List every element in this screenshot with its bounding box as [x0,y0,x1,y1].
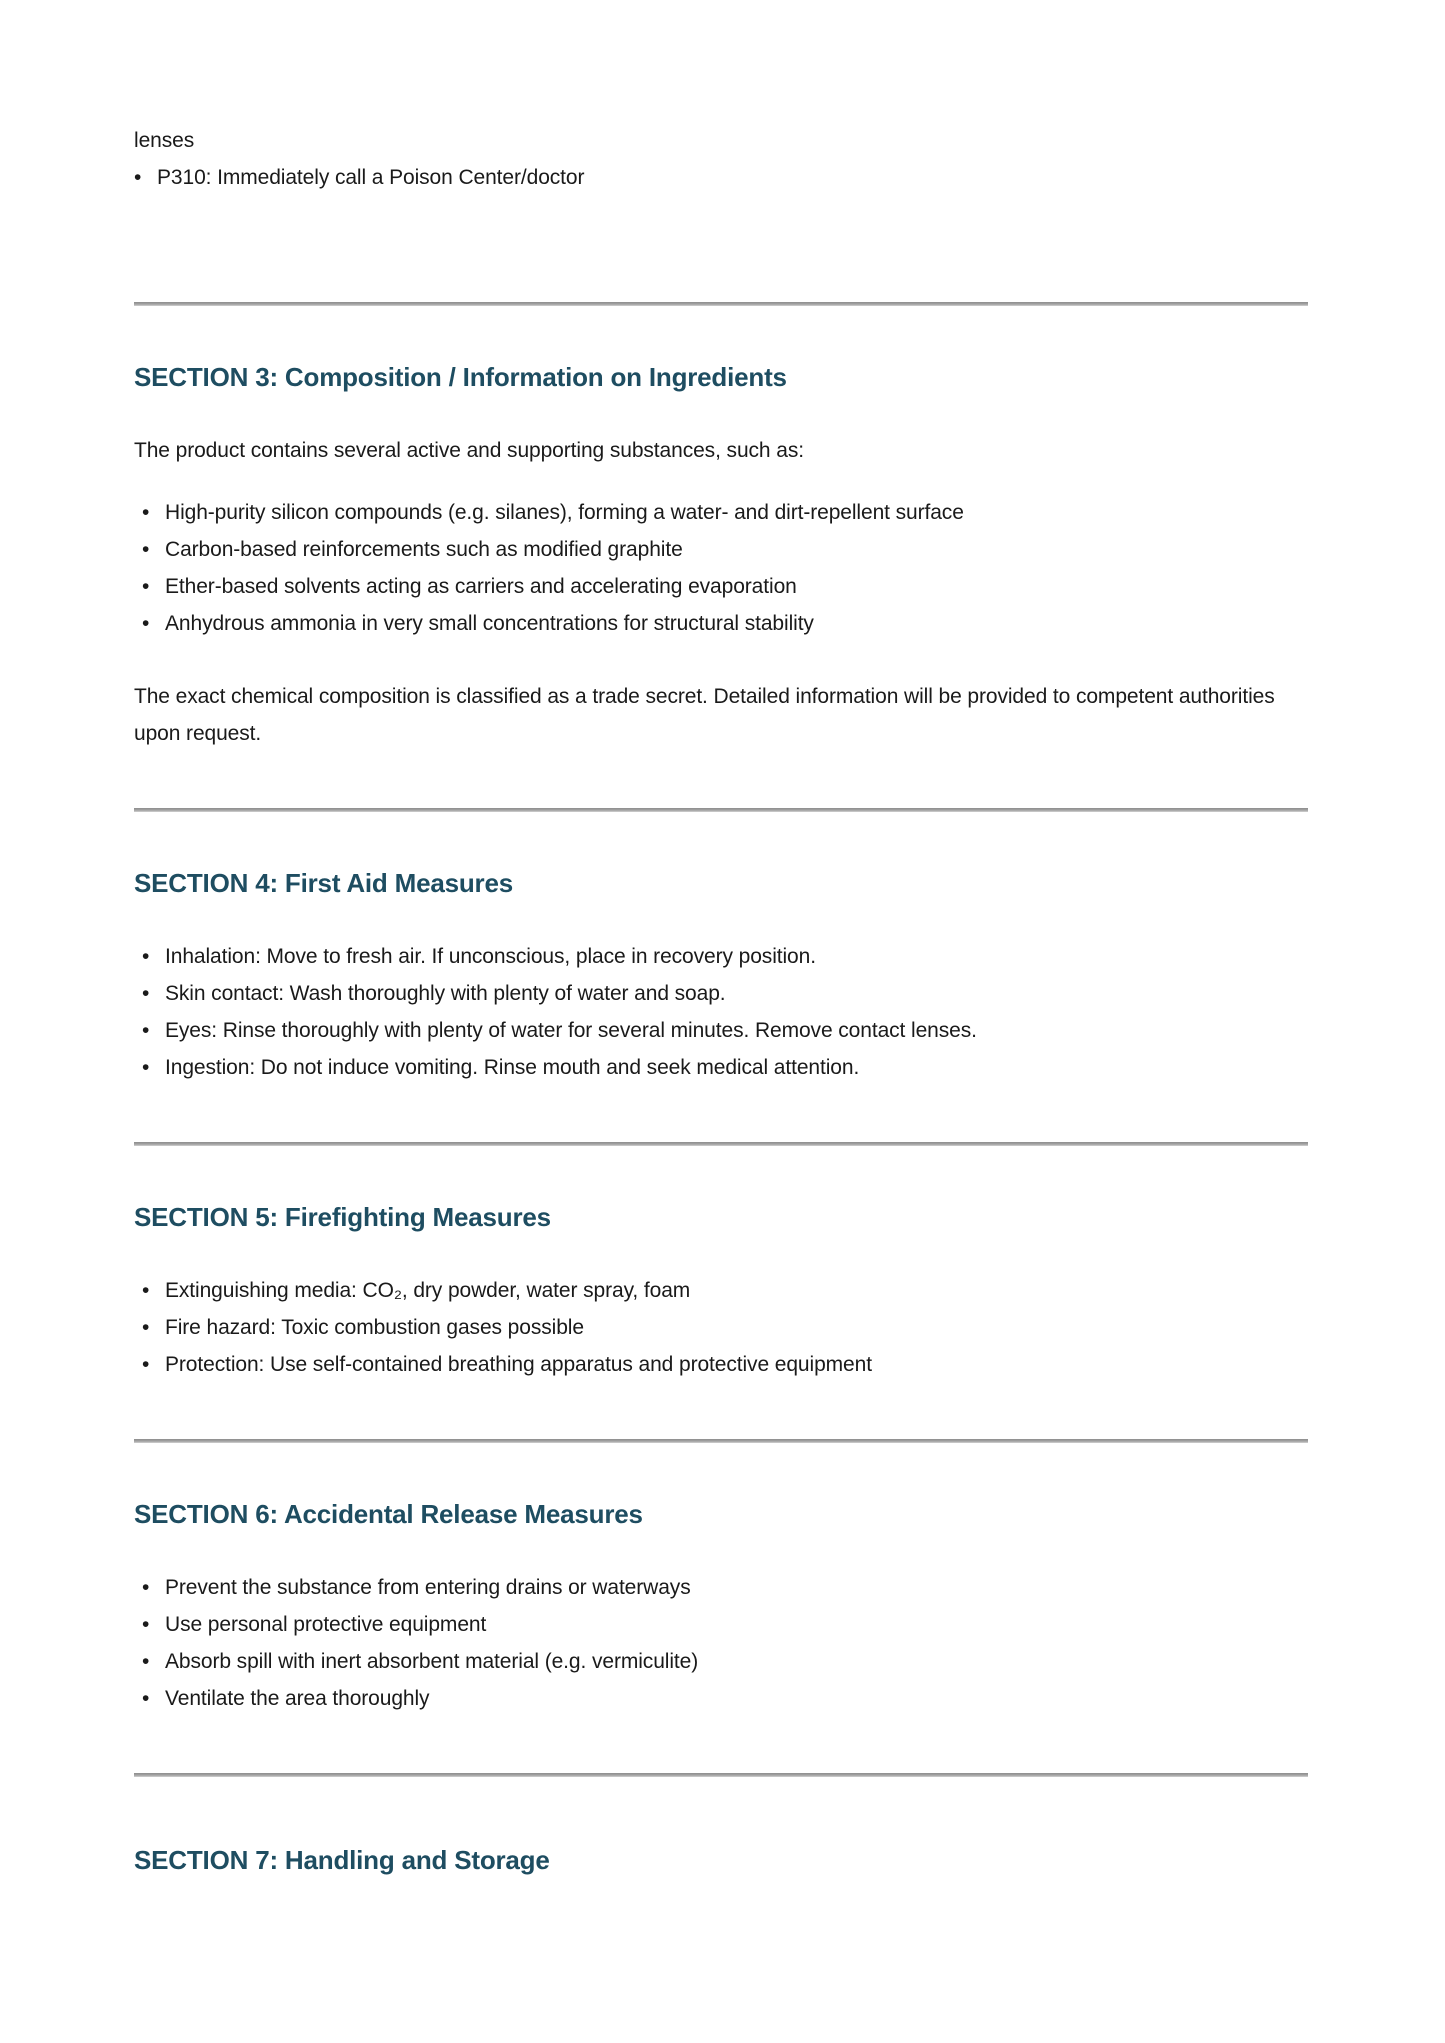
section-4-title: SECTION 4: First Aid Measures [134,868,513,898]
bullet-text: Fire hazard: Toxic combustion gases possible [165,1316,584,1339]
bullet-text: Extinguishing media: CO₂, dry powder, water spray, foam [165,1279,691,1302]
section-divider [134,808,1308,812]
list-item [134,975,1308,1012]
bullet-text: P310: Immediately call a Poison Center/doctor [157,166,585,189]
list-item [134,568,1308,605]
list-item [134,1680,1308,1717]
bullet-icon [142,605,156,642]
bullet-text: Use personal protective equipment [165,1613,487,1636]
section-3-intro: The product contains several active and supporting substances, such as: [134,439,804,462]
list-item [134,1346,1308,1383]
bullet-text: Ventilate the area thoroughly [165,1687,430,1710]
list-item [134,938,1308,975]
section-6-title: SECTION 6: Accidental Release Measures [134,1499,643,1529]
list-item [134,1049,1308,1086]
list-item [134,1569,1308,1606]
bullet-icon [142,1309,156,1346]
list-item [134,1606,1308,1643]
list-item [134,494,1308,531]
bullet-icon [142,1272,156,1309]
bullet-icon [134,159,148,196]
section-5-title: SECTION 5: Firefighting Measures [134,1202,551,1232]
bullet-icon [142,975,156,1012]
section-5-bullet-list [134,1272,1308,1383]
bullet-text: Ingestion: Do not induce vomiting. Rinse mouth and seek medical attention. [165,1056,860,1079]
bullet-icon [142,1012,156,1049]
bullet-icon [142,1346,156,1383]
section-3-bullet-list [134,494,1308,642]
bullet-text: Ether-based solvents acting as carriers and accelerating evaporation [165,575,797,598]
section-6-bullet-list [134,1569,1308,1717]
section-divider [134,1439,1308,1443]
bullet-text: Protection: Use self-contained breathing apparatus and protective equipment [165,1353,872,1376]
bullet-text: Absorb spill with inert absorbent material (e.g. vermiculite) [165,1650,699,1673]
bullet-icon [142,494,156,531]
bullet-icon [142,1569,156,1606]
section-divider [134,1773,1308,1777]
bullet-text: Inhalation: Move to fresh air. If unconscious, place in recovery position. [165,945,816,968]
bullet-icon [142,568,156,605]
section-3-title: SECTION 3: Composition / Information on Ingredients [134,362,787,392]
bullet-text: Anhydrous ammonia in very small concentrations for structural stability [165,612,814,635]
list-item [134,605,1308,642]
bullet-text: Skin contact: Wash thoroughly with plenty of water and soap. [165,982,726,1005]
bullet-icon [142,1643,156,1680]
section-divider [134,302,1308,306]
section-4-bullet-list [134,938,1308,1086]
list-item [134,1272,1308,1309]
continuation-wrapped-line: lenses [134,129,195,152]
list-item [134,1012,1308,1049]
bullet-text: Prevent the substance from entering drains or waterways [165,1576,691,1599]
list-item [134,1309,1308,1346]
list-item [134,531,1308,568]
bullet-text: Carbon-based reinforcements such as modified graphite [165,538,683,561]
bullet-text: High-purity silicon compounds (e.g. silanes), forming a water- and dirt-repellent surface [165,501,964,524]
bullet-icon [142,531,156,568]
section-divider [134,1142,1308,1146]
list-item [134,1643,1308,1680]
bullet-icon [142,1680,156,1717]
section-3-outro: The exact chemical composition is classified as a trade secret. Detailed information will be provided to competent authorities upon request. [134,685,1275,745]
bullet-icon [142,1606,156,1643]
section-7-title: SECTION 7: Handling and Storage [134,1845,550,1875]
bullet-icon [142,1049,156,1086]
list-item [134,159,1308,196]
bullet-icon [142,938,156,975]
bullet-text: Eyes: Rinse thoroughly with plenty of water for several minutes. Remove contact lenses. [165,1019,977,1042]
